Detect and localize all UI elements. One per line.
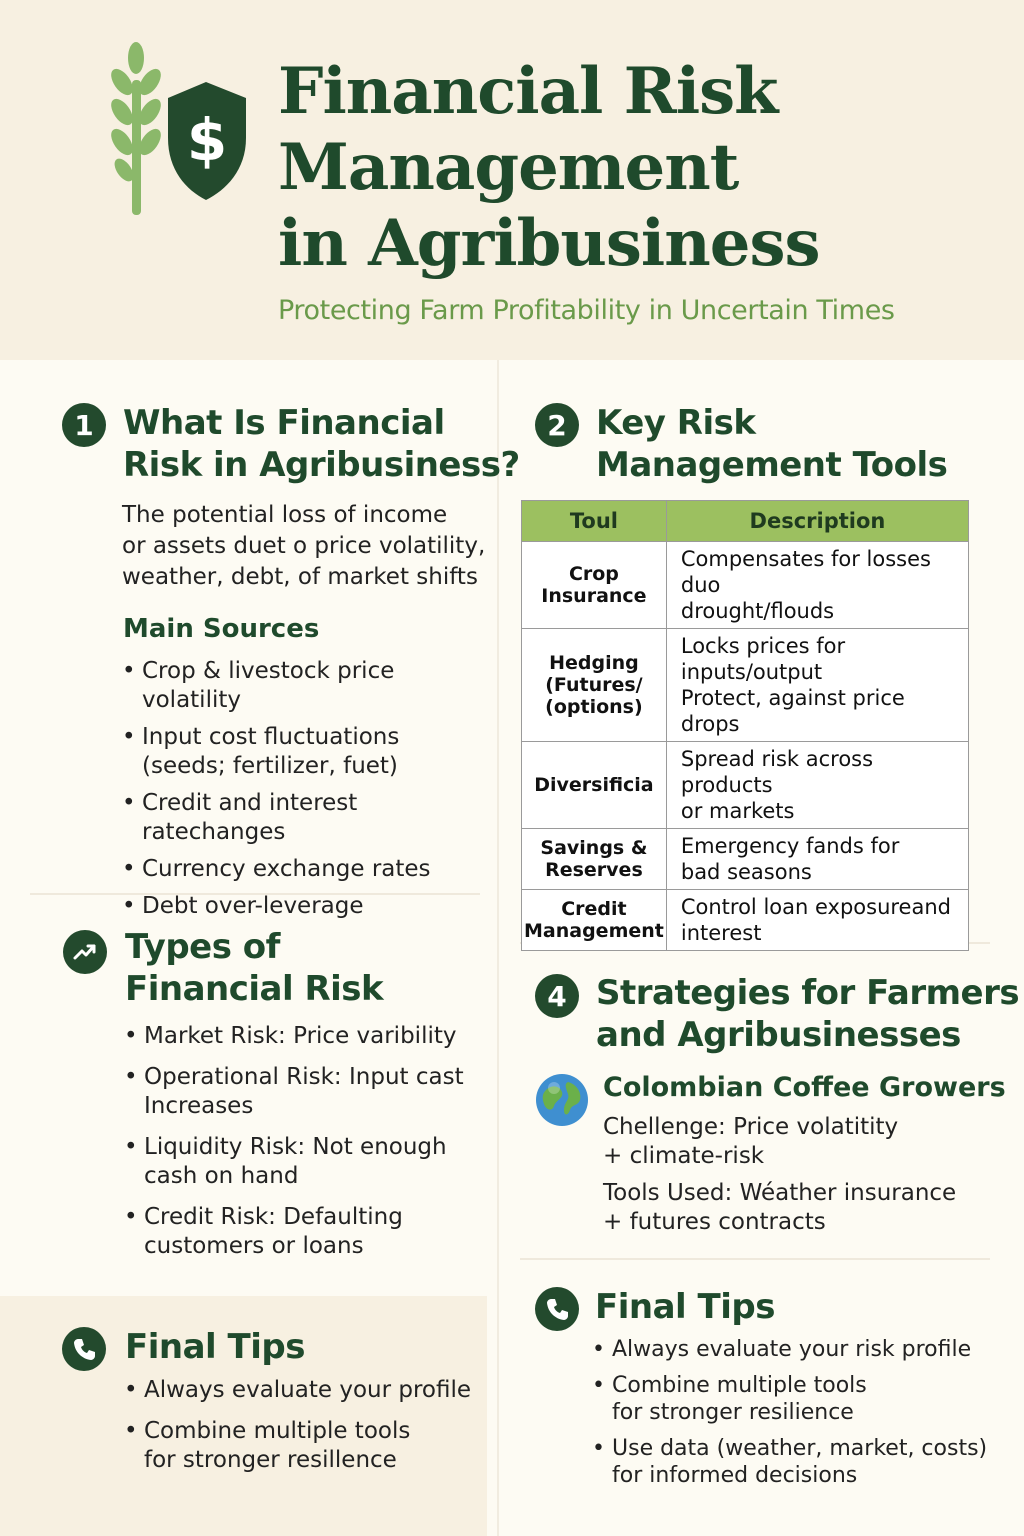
phone-icon <box>62 1327 106 1371</box>
page-title: Financial Risk Management in Agribusiness <box>278 54 820 281</box>
section-title-strategies: Strategies for Farmers and Agribusinesses <box>596 973 1020 1055</box>
section-number-badge: 4 <box>535 974 579 1018</box>
list-item: • Use data (weather, market, costs) for informed decisions <box>592 1435 992 1489</box>
section-title-types-of-risk: Types of Financial Risk <box>125 927 384 1009</box>
list-item: • Credit Risk: Defaulting customers or loans <box>124 1203 484 1261</box>
risk-types-list <box>124 1022 484 1261</box>
wheat-shield-dollar-logo <box>108 40 258 220</box>
tool-name: Savings & Reserves <box>522 829 667 890</box>
main-sources-heading: Main Sources <box>123 614 320 644</box>
trend-up-icon <box>63 930 107 974</box>
section-number-badge: 2 <box>535 403 579 447</box>
page-subtitle: Protecting Farm Profitability in Uncertain Times <box>278 295 895 326</box>
tool-description: Control loan exposureand interest <box>666 890 968 951</box>
list-item: • Market Risk: Price varibility <box>124 1022 484 1051</box>
list-item: • Currency exchange rates <box>122 855 492 884</box>
list-item: • Liquidity Risk: Not enough cash on hand <box>124 1133 484 1191</box>
tool-name: Crop Insurance <box>522 542 667 629</box>
section-number-badge: 1 <box>62 403 106 447</box>
list-item: • Crop & livestock price volatility <box>122 657 492 715</box>
risk-definition: The potential loss of income or assets duet o price volatility, weather, debt, of market shifts <box>122 502 486 590</box>
case-study-title: Colombian Coffee Growers <box>603 1072 1006 1103</box>
section-divider <box>520 1258 990 1260</box>
tool-name: Diversificia <box>522 742 667 829</box>
table-row <box>522 890 969 951</box>
list-item: • Credit and interest ratechanges <box>122 789 492 847</box>
list-item: • Operational Risk: Input cast Increases <box>124 1063 484 1121</box>
case-tools-used: Tools Used: Wéather insurance + futures contracts <box>603 1180 957 1235</box>
table-row <box>522 742 969 829</box>
section-title-what-is-risk: What Is Financial Risk in Agribusiness? <box>123 403 520 485</box>
case-challenge: Chellenge: Price volatitity + climate-risk <box>603 1114 899 1169</box>
final-tips-list-left <box>124 1376 474 1475</box>
svg-text:$: $ <box>186 106 228 174</box>
risk-tools-table <box>521 500 969 951</box>
list-item: • Combine multiple tools for stronger resillence <box>124 1417 474 1475</box>
tool-description: Spread risk across products or markets <box>666 742 968 829</box>
phone-icon <box>535 1287 579 1331</box>
table-row <box>522 542 969 629</box>
table-header-tool: Toul <box>522 501 667 542</box>
tool-name: Hedging (Futures/ (options) <box>522 629 667 742</box>
table-row <box>522 629 969 742</box>
globe-icon <box>534 1072 590 1128</box>
list-item: • Always evaluate your profile <box>124 1376 474 1405</box>
list-item: • Combine multiple tools for stronger resilience <box>592 1372 992 1426</box>
main-sources-list <box>122 657 492 921</box>
final-tips-title-right: Final Tips <box>595 1287 775 1327</box>
tool-description: Locks prices for inputs/output Protect, against price drops <box>666 629 968 742</box>
list-item: • Always evaluate your risk profile <box>592 1336 992 1363</box>
column-divider <box>497 360 499 1536</box>
table-row <box>522 829 969 890</box>
tool-description: Emergency fands for bad seasons <box>666 829 968 890</box>
table-header-description: Description <box>666 501 968 542</box>
header-banner <box>0 0 1024 360</box>
tool-name: Credit Management <box>522 890 667 951</box>
section-title-key-tools: Key Risk Management Tools <box>596 403 948 485</box>
tool-description: Compensates for losses duo drought/flouds <box>666 542 968 629</box>
table-header-row <box>522 501 969 542</box>
list-item: • Debt over-leverage <box>122 892 492 921</box>
list-item: • Input cost fluctuations (seeds; fertilizer, fuet) <box>122 723 492 781</box>
final-tips-title-left: Final Tips <box>125 1327 305 1367</box>
final-tips-list-right <box>592 1336 992 1489</box>
